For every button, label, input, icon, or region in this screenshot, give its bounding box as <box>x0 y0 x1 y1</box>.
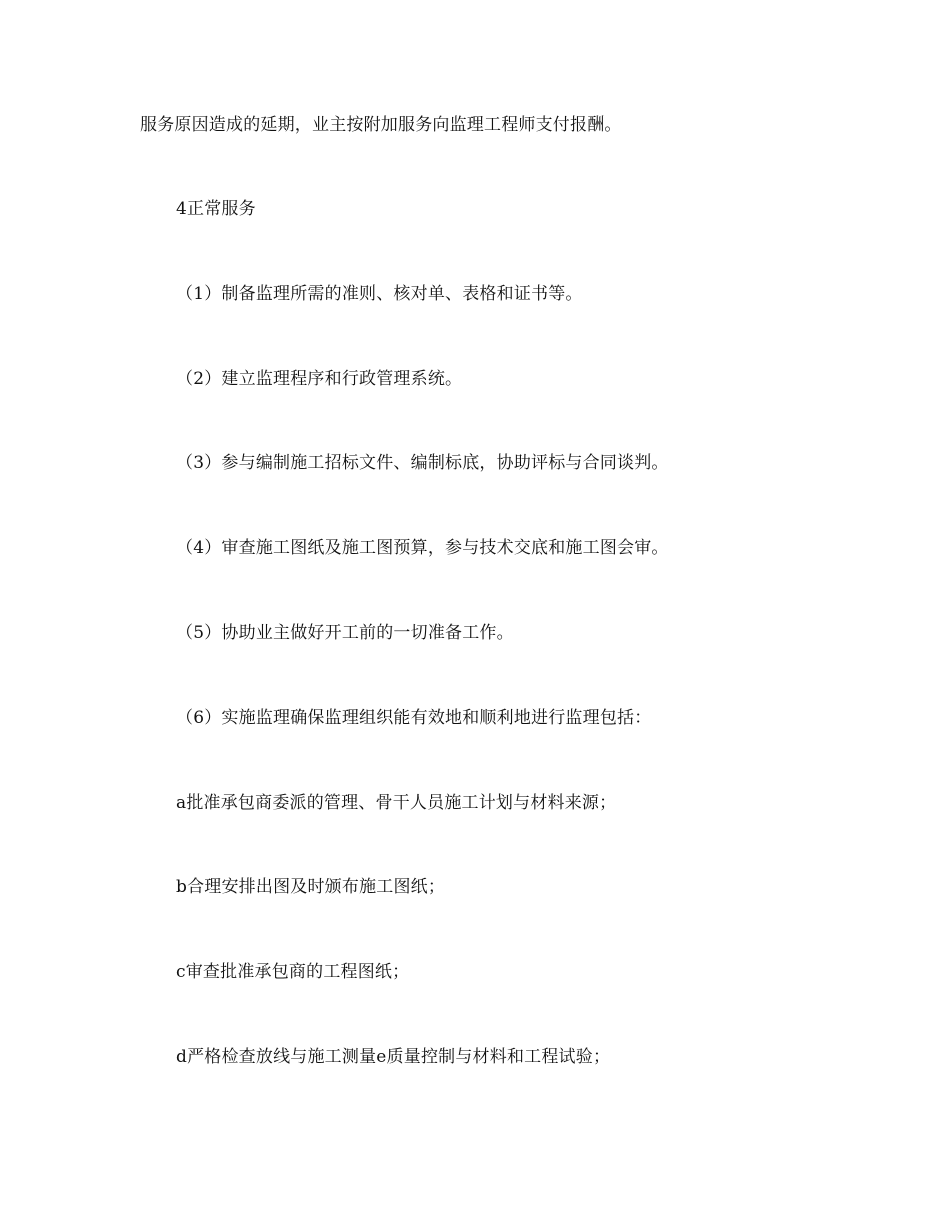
list-item: （3）参与编制施工招标文件、编制标底，协助评标与合同谈判。 <box>176 453 669 473</box>
paragraph-continuation: 服务原因造成的延期，业主按附加服务向监理工程师支付报酬。 <box>140 115 622 135</box>
list-item: （1）制备监理所需的准则、核对单、表格和证书等。 <box>176 284 583 304</box>
sub-list-item: d严格检查放线与施工测量e质量控制与材料和工程试验； <box>176 1047 611 1067</box>
section-heading: 4正常服务 <box>176 199 256 219</box>
list-item: （6）实施监理确保监理组织能有效地和顺利地进行监理包括： <box>176 708 652 728</box>
sub-list-item: c审查批准承包商的工程图纸； <box>176 962 410 982</box>
list-item: （5）协助业主做好开工前的一切准备工作。 <box>176 623 514 643</box>
list-item: （4）审查施工图纸及施工图预算，参与技术交底和施工图会审。 <box>176 538 669 558</box>
sub-list-item: a批准承包商委派的管理、骨干人员施工计划与材料来源； <box>176 793 617 813</box>
list-item: （2）建立监理程序和行政管理系统。 <box>176 369 463 389</box>
sub-list-item: b合理安排出图及时颁布施工图纸； <box>176 877 446 897</box>
